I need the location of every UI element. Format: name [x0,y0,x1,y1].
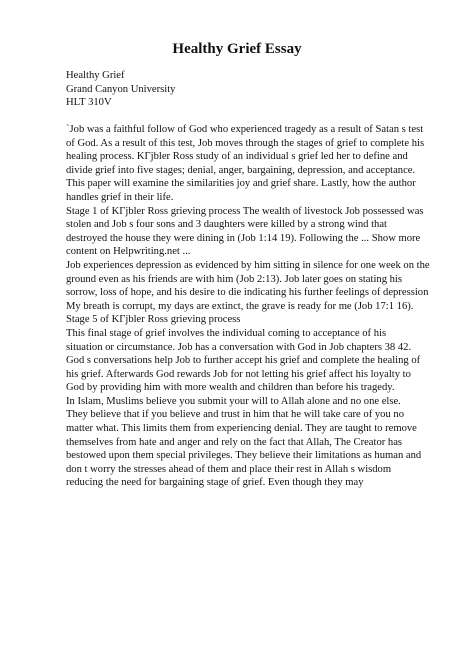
header-line-university: Grand Canyon University [66,83,176,95]
body-line: of God. As a result of this test, Job moves through the stages of grief to complete his [66,137,425,149]
body-line: reducing the need for bargaining stage of grief. Even though they may [66,477,364,489]
body-line: This final stage of grief involves the individual coming to acceptance of his [66,327,387,339]
body-line: Stage 1 of KΓjbler Ross grieving process The wealth of livestock Job possessed was [66,205,424,217]
header-line-course-topic: Healthy Grief [66,70,125,81]
body-line: sorrow, loss of hope, and his desire to die indicating his further feelings of depression [66,287,429,299]
body-line: his grief. Afterwards God rewards Job for not letting his grief affect his loyalty to [66,368,411,380]
body-line: This paper will examine the similarities joy and grief share. Lastly, how the author [66,178,416,190]
body-line: don t worry the stresses ahead of them and place their rest in Allah s wisdom [66,463,392,475]
body-line: divide grief into five stages; denial, anger, bargaining, depression, and acceptance. [66,164,416,176]
body-line: matter what. This limits them from experiencing denial. They are taught to remove [66,423,417,435]
body-line: themselves from hate and anger and rely on the fact that Allah, The Creator has [66,436,403,448]
body-line: Stage 5 of KΓjbler Ross grieving process [66,314,241,326]
body-line: destroyed the house they were dining in (Job 1:14 19). Following the ... Show more [66,232,421,244]
body-line: situation or circumstance. Job has a conversation with God in Job chapters 38 42. [66,341,412,353]
body-line: My breath is corrupt, my days are extinct, the grave is ready for me (Job 17:1 16). [66,300,414,312]
body-line: God by providing him with more wealth and children than before his tragedy. [66,382,395,394]
body-line: content on Helpwriting.net ... [66,246,191,258]
essay-title: Healthy Grief Essay [172,41,302,57]
essay-header [66,69,446,110]
body-line: Job experiences depression as evidenced by him sitting in silence for one week on the [66,259,430,271]
body-line: healing process. KΓjbler Ross study of an individual s grief led her to define and [66,151,408,163]
body-line: handles grief in their life. [66,191,174,203]
body-line: God s conversations help Job to further accept his grief and complete the healing of [66,355,421,367]
body-line: In Islam, Muslims believe you submit your will to Allah alone and no one else. [66,395,401,407]
body-line: They believe that if you believe and trust in him that he will take care of you no [66,409,405,421]
body-line: stolen and Job s four sons and 3 daughters were killed by a strong wind that [66,219,387,231]
body-line: `Job was a faithful follow of God who experienced tragedy as a result of Satan s test [66,124,424,135]
essay-body [66,123,450,490]
body-line: ground even as his friends are with him (Job 2:13). Job later goes on stating his [66,273,402,285]
header-line-course-code: HLT 310V [66,97,112,108]
body-line: bestowed upon them special privileges. They believe their limitations as human and [66,450,422,462]
